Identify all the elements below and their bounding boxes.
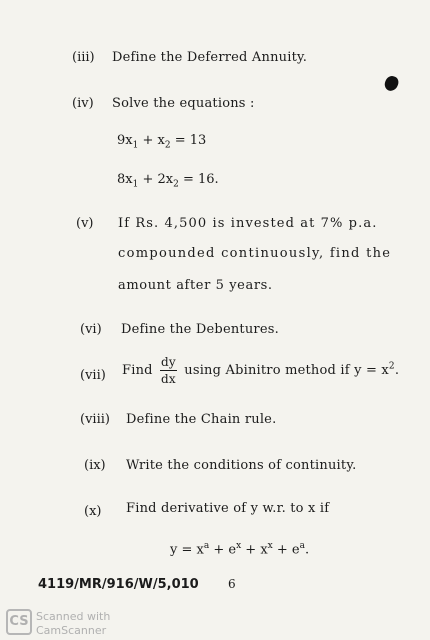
question-vi-text: Define the Debentures. (121, 322, 279, 337)
derivative-fraction: $\frac{dy}{dx}$ (161, 355, 176, 386)
question-iii-text: Define the Deferred Annuity. (112, 50, 308, 65)
equation-2: $8x_1 + 2x_2 = 16$. (117, 172, 219, 190)
question-number-vii: (vii) (80, 368, 106, 383)
question-v-line1: If Rs. 4,500 is invested at 7% p.a. (118, 216, 378, 231)
question-number-ix: (ix) (84, 458, 106, 473)
question-x-text: Find derivative of y w.r. to x if (126, 501, 330, 516)
watermark-line1: Scanned with (36, 610, 111, 623)
question-vii-text: Find $\frac{dy}{dx}$ using Abinitro method if $y = x^2$. (122, 355, 400, 386)
question-number-x: (x) (84, 504, 102, 519)
question-number-iv: (iv) (72, 96, 94, 111)
page-number: 6 (228, 577, 236, 591)
ink-blot (383, 74, 400, 93)
question-v-line3: amount after 5 years. (118, 278, 273, 293)
paper-code: 4119/MR/916/W/5,010 (38, 577, 199, 592)
question-number-vi: (vi) (80, 322, 102, 337)
question-number-iii: (iii) (72, 50, 95, 65)
question-iv-text: Solve the equations : (112, 96, 255, 111)
equation-1: $9x_1 + x_2 = 13$ (117, 133, 207, 151)
watermark-line2: CamScanner (36, 624, 107, 637)
question-number-v: (v) (76, 216, 94, 231)
camscanner-watermark (0, 606, 120, 640)
question-number-viii: (viii) (80, 412, 110, 427)
equation-3: $y = x^a + e^x + x^x + e^a$. (170, 541, 310, 558)
question-ix-text: Write the conditions of continuity. (126, 458, 357, 473)
question-v-line2: compounded continuously, find the (118, 246, 392, 261)
camscanner-logo-icon: CS (6, 609, 32, 635)
question-viii-text: Define the Chain rule. (126, 412, 277, 427)
